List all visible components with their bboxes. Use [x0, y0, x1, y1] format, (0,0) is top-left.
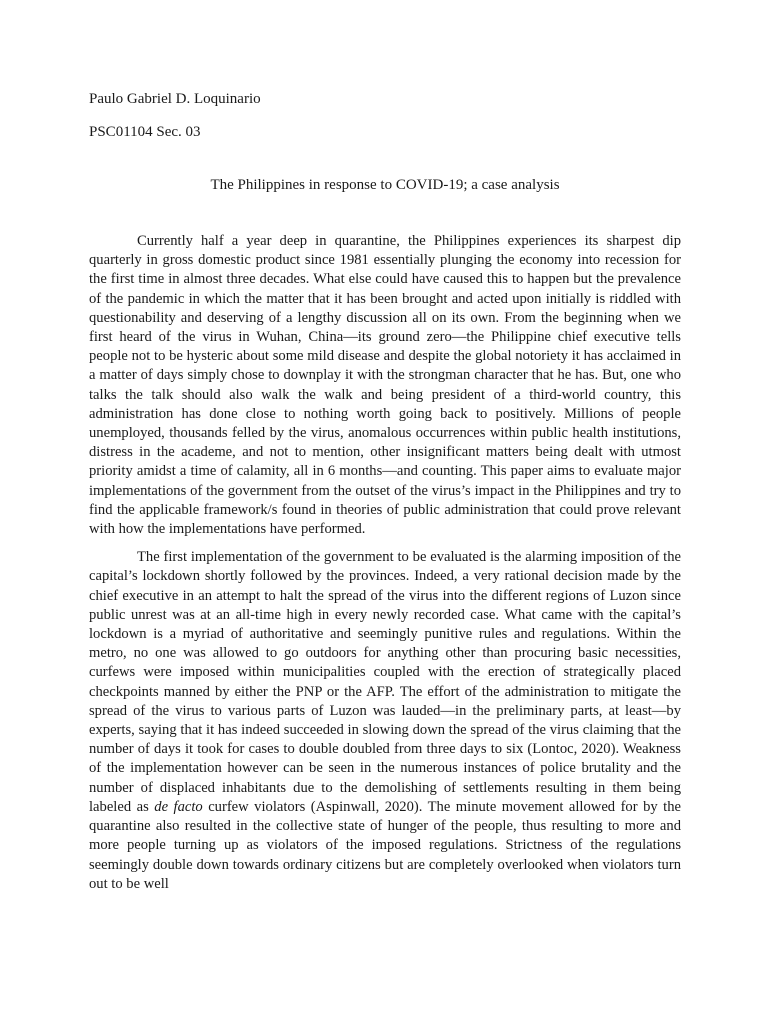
author-name: Paulo Gabriel D. Loquinario [89, 91, 261, 107]
paragraph-2-text-a: The first implementation of the government to be evaluated is the alarming imposition of the capital’s lockdown shortly followed by the provinces. Indeed, a very rational decision made by the chief executive in an attempt to halt the spread of the virus into the different regions of Luzon since public unrest was at an all-time high in every newly recorded case. What came with the capital’s lockdown is a myriad of authoritative and seemingly punitive rules and regulations. Within the metro, no one was allowed to go outdoors for anything other than procuring basic necessities, curfews were imposed within municipalities coupled with the erection of strategically placed checkpoints manned by either the PNP or the AFP. The effort of the administration to mitigate the spread of the virus to various parts of Luzon was lauded—in the preliminary parts, at least—by experts, saying that it has indeed succeeded in slowing down the spread of the virus claiming that the number of days it took for cases to double doubled from three days to six (Lontoc, 2020). Weakness of the implementation however can be seen in the numerous instances of police brutality and the number of displaced inhabitants due to the demolishing of settlements resulting in them being labeled as [89, 549, 681, 815]
paragraph-1: Currently half a year deep in quarantine, the Philippines experiences its sharpest dip quarterly in gross domestic product since 1981 essentially plunging the economy into recession for the first time in almost three decades. What else could have caused this to happen but the prevalence of the pandemic in which the matter that it has been brought and acted upon initially is riddled with questionability and deserving of a lengthy discussion all on its own. From the beginning when we first heard of the virus in Wuhan, China—its ground zero—the Philippine chief executive tells people not to be hysteric about some mild disease and despite the global notoriety it has acclaimed in a matter of days simply chose to downplay it with the strongman character that he has. But, one who talks the talk should also walk the walk and being president of a third-world country, this administration has done close to nothing worth going back to positively. Millions of people unemployed, thousands felled by the virus, anomalous occurrences within public health institutions, distress in the academe, and not to mention, other insignificant matters being dealt with utmost priority amidst a time of calamity, all in 6 months—and counting. This paper aims to evaluate major implementations of the government from the outset of the virus’s impact in the Philippines and try to find the applicable framework/s found in theories of public administration that could prove relevant with how the implementations have performed. [89, 233, 681, 538]
paragraph-2-italic: de facto [154, 798, 203, 815]
paragraph-2-text-b: curfew violators (Aspinwall, 2020). The minute movement allowed for by the quarantine also resulted in the collective state of hunger of the people, thus resulting to more and more people turning up as violators of the imposed regulations. Strictness of the regulations seemingly double down towards ordinary citizens but are completely overlooked when violators turn out to be well [89, 798, 681, 892]
paragraph-2 [89, 548, 681, 894]
course-section: PSC01104 Sec. 03 [89, 124, 201, 140]
document-title: The Philippines in response to COVID-19; a case analysis [210, 177, 560, 193]
